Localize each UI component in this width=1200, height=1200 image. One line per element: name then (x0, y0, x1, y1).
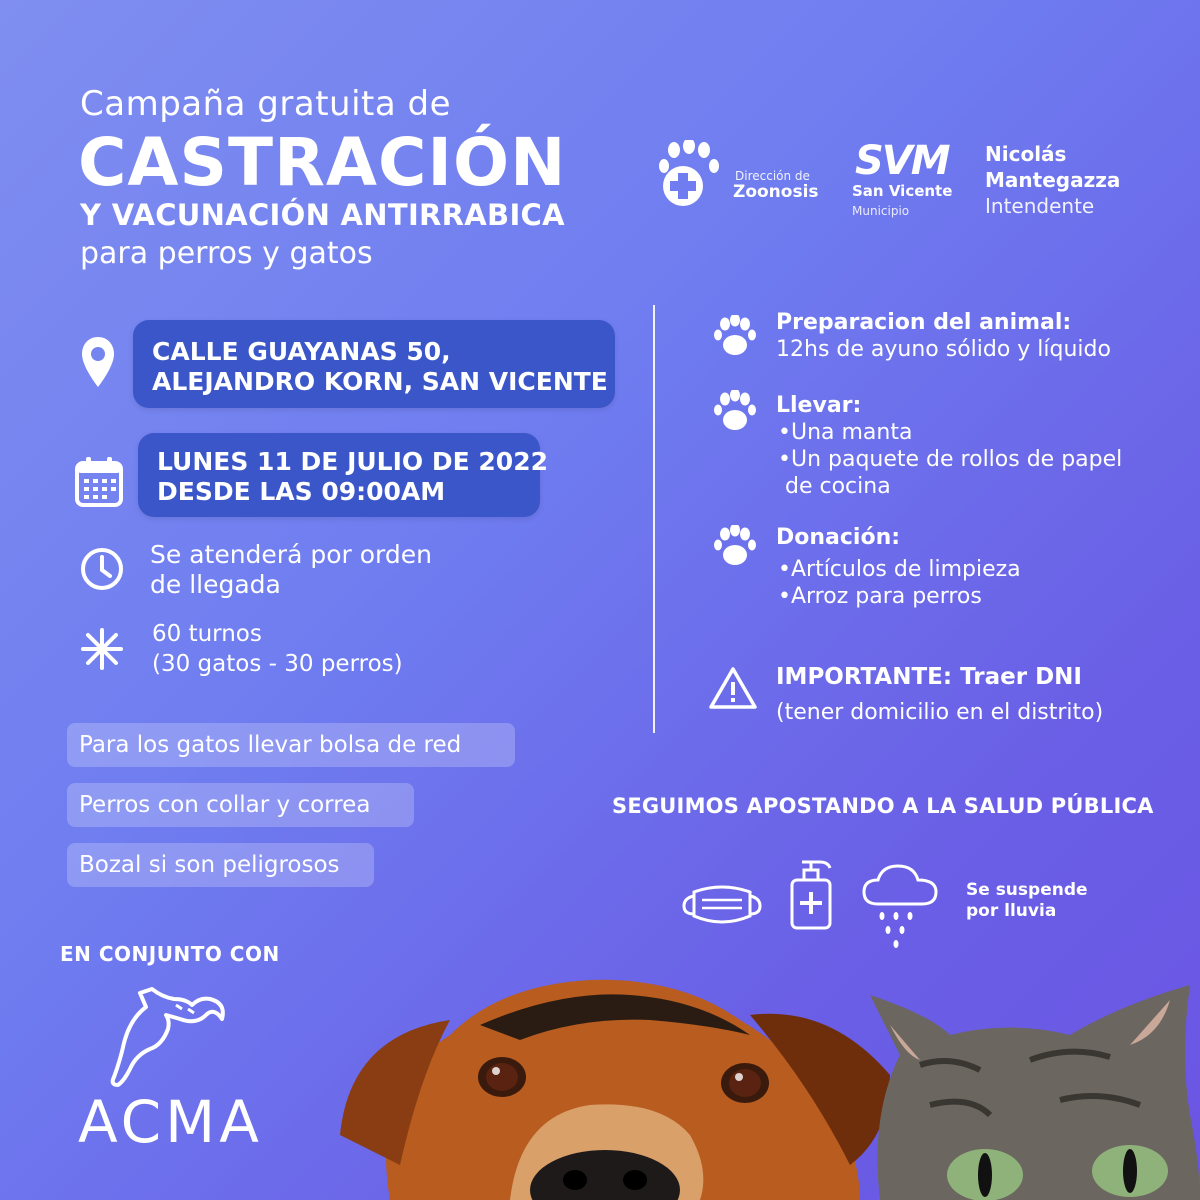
donacion-item: •Arroz para perros (778, 584, 982, 609)
prep-body: 12hs de ayuno sólido y líquido (776, 337, 1111, 362)
llevar-item: •Una manta (778, 420, 913, 445)
date-text (157, 447, 548, 507)
asterisk-icon (80, 627, 124, 671)
address-text (152, 337, 608, 397)
column-divider (653, 305, 655, 733)
dog-and-cat-image (330, 965, 1200, 1200)
intendente-last-name: Mantegazza (985, 168, 1121, 192)
rain-line1: Se suspende (966, 880, 1088, 900)
zoonosis-label: Zoonosis (733, 182, 819, 202)
public-health-slogan: SEGUIMOS APOSTANDO A LA SALUD PÚBLICA (612, 794, 1154, 818)
face-mask-icon (680, 880, 764, 930)
llevar-title: Llevar: (776, 393, 862, 418)
order-line2: de llegada (150, 570, 281, 599)
donacion-list (778, 556, 1021, 610)
svm-name: San Vicente (852, 182, 953, 200)
rain-notice (966, 880, 1088, 922)
intendente-role: Intendente (985, 194, 1095, 218)
calendar-icon (74, 455, 124, 509)
address-locality: ALEJANDRO KORN, SAN VICENTE (152, 367, 608, 396)
location-pin-icon (80, 335, 116, 391)
order-line1: Se atenderá por orden (150, 540, 432, 569)
warning-icon (708, 666, 758, 710)
title-intro: Campaña gratuita de (80, 84, 451, 124)
llevar-list (778, 419, 1122, 500)
zoonosis-paw-icon (658, 140, 720, 210)
llevar-item: •Un paquete de rollos de papel (778, 447, 1123, 472)
paw-icon (713, 315, 757, 357)
donacion-title: Donación: (776, 525, 901, 550)
order-text (150, 540, 432, 600)
title-main: CASTRACIÓN (78, 124, 567, 201)
important-title: IMPORTANTE: Traer DNI (776, 664, 1082, 690)
note-dogs-leash: Perros con collar y correa (67, 783, 414, 827)
svm-logo-mark: SVM (855, 138, 949, 184)
turnos-count: 60 turnos (152, 621, 262, 647)
turnos-split: (30 gatos - 30 perros) (152, 651, 403, 677)
zoonosis-label-small: Dirección de (735, 169, 810, 183)
address-street: CALLE GUAYANAS 50, (152, 337, 451, 366)
clock-icon (79, 546, 125, 592)
partnership-label: EN CONJUNTO CON (60, 942, 280, 966)
turnos-text (152, 619, 403, 679)
rain-line2: por lluvia (966, 901, 1057, 921)
date-time: DESDE LAS 09:00AM (157, 477, 446, 506)
horse-icon (100, 985, 240, 1090)
rain-cloud-icon (860, 860, 940, 950)
paw-icon (713, 390, 757, 432)
donacion-item: •Artículos de limpieza (778, 557, 1021, 582)
note-muzzle: Bozal si son peligrosos (67, 843, 374, 887)
svm-subtitle: Municipio (852, 204, 910, 218)
intendente-first-name: Nicolás (985, 142, 1067, 166)
sanitizer-icon (786, 858, 836, 932)
title-subtitle: Y VACUNACIÓN ANTIRRABICA (80, 198, 565, 232)
note-cats-bag: Para los gatos llevar bolsa de red (67, 723, 515, 767)
llevar-item: de cocina (778, 474, 891, 499)
date-day: LUNES 11 DE JULIO DE 2022 (157, 447, 548, 476)
title-audience: para perros y gatos (80, 236, 373, 271)
acma-logo-text: ACMA (78, 1088, 263, 1156)
important-body: (tener domicilio en el distrito) (776, 700, 1104, 725)
prep-title: Preparacion del animal: (776, 310, 1072, 335)
paw-icon (713, 525, 757, 567)
